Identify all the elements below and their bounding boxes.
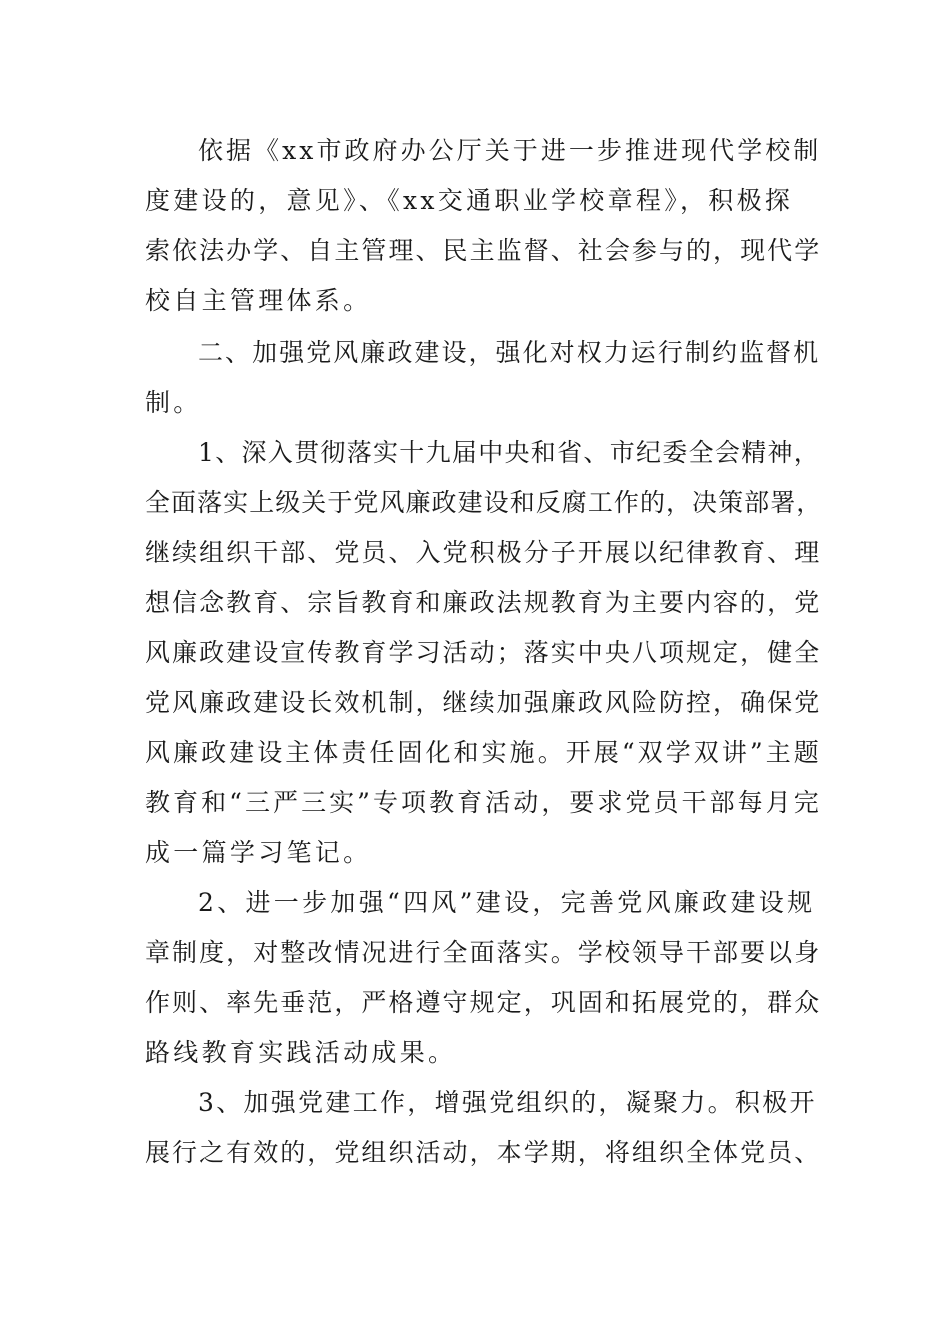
- text-line: 党风廉政建设长效机制，继续加强廉政风险防控，确保党: [145, 688, 822, 717]
- text-line: 想信念教育、宗旨教育和廉政法规教育为主要内容的，党: [145, 588, 822, 617]
- text-line: 继续组织干部、党员、入党积极分子开展以纪律教育、理: [145, 538, 822, 567]
- text-line: 依据《xx市政府办公厅关于进一步推进现代学校制: [198, 136, 822, 165]
- text-line: 展行之有效的，党组织活动，本学期，将组织全体党员、: [145, 1138, 822, 1167]
- text-line: 2、进一步加强“四风”建设，完善党风廉政建设规: [198, 888, 816, 917]
- text-line: 索依法办学、自主管理、民主监督、社会参与的，现代学: [145, 236, 822, 265]
- text-line: 成一篇学习笔记。: [145, 838, 372, 867]
- text-line: 路线教育实践活动成果。: [145, 1038, 457, 1067]
- text-line: 校自主管理体系。: [145, 286, 372, 315]
- text-line: 风廉政建设主体责任固化和实施。开展“双学双讲”主题: [145, 738, 822, 767]
- text-line: 度建设的，意见》、《xx交通职业学校章程》，积极探: [145, 186, 794, 215]
- text-line: 制。: [145, 388, 202, 417]
- text-line: 教育和“三严三实”专项教育活动，要求党员干部每月完: [145, 788, 822, 817]
- text-line: 1、深入贯彻落实十九届中央和省、市纪委全会精神，: [198, 438, 821, 467]
- text-line: 作则、率先垂范，严格遵守规定，巩固和拓展党的，群众: [145, 988, 822, 1017]
- text-line: 风廉政建设宣传教育学习活动；落实中央八项规定，健全: [145, 638, 822, 667]
- text-line: 全面落实上级关于党风廉政建设和反腐工作的，决策部署，: [145, 488, 823, 517]
- text-line: 章制度，对整改情况进行全面落实。学校领导干部要以身: [145, 938, 822, 967]
- text-line: 二、加强党风廉政建设，强化对权力运行制约监督机: [198, 338, 821, 367]
- text-line: 3、加强党建工作，增强党组织的，凝聚力。积极开: [198, 1088, 817, 1117]
